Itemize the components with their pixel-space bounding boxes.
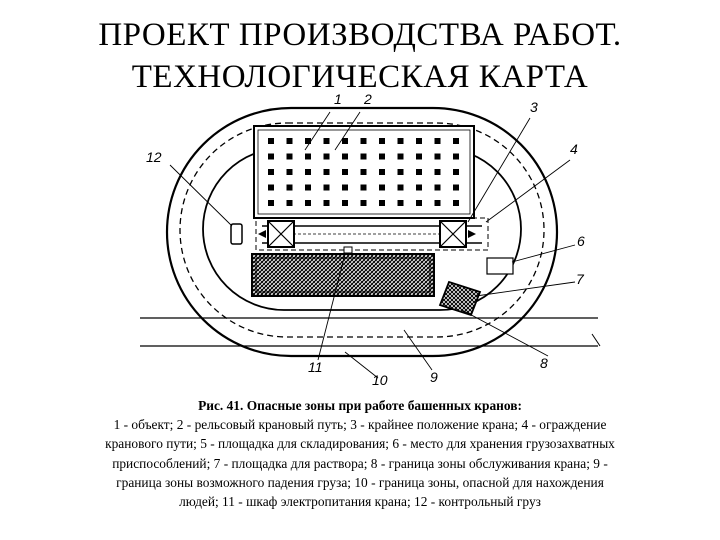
building-column — [305, 154, 311, 160]
building-column — [361, 169, 367, 175]
building-column — [287, 200, 293, 206]
building-column — [435, 154, 441, 160]
building-column — [435, 138, 441, 144]
caption-line-2: кранового пути; 5 - площадка для складирования; 6 - место для хранения грузозахватных — [105, 436, 615, 452]
caption-line-3: приспособлений; 7 - площадка для раствора; 8 - граница зоны обслуживания крана; 9 - — [112, 455, 608, 471]
building-column — [453, 200, 459, 206]
caption-heading: Рис. 41. Опасные зоны при работе башенных кранов: — [198, 398, 522, 413]
building-column — [435, 169, 441, 175]
building-column — [398, 154, 404, 160]
building-column — [398, 169, 404, 175]
title-line-2: ТЕХНОЛОГИЧЕСКАЯ КАРТА — [131, 59, 589, 95]
building-column — [324, 185, 330, 191]
label-11: 11 — [308, 359, 323, 375]
caption-line-1: 1 - объект; 2 - рельсовый крановый путь; 3 - крайнее положение крана; 4 - ограждение — [113, 417, 607, 433]
building-column — [268, 200, 274, 206]
building-column — [342, 154, 348, 160]
building-column — [305, 138, 311, 144]
building-column — [398, 185, 404, 191]
caption-line-5: людей; 11 - шкаф электропитания крана; 12 - контрольный груз — [179, 494, 541, 510]
label-1: 1 — [334, 91, 342, 107]
building-column — [324, 154, 330, 160]
building-column — [361, 185, 367, 191]
building-column — [453, 154, 459, 160]
building-column — [342, 185, 348, 191]
building-column — [435, 185, 441, 191]
building-column — [453, 185, 459, 191]
label-12: 12 — [146, 149, 162, 165]
building-column — [305, 185, 311, 191]
building-column — [342, 169, 348, 175]
building-column — [324, 200, 330, 206]
title-line-1: ПРОЕКТ ПРОИЗВОДСТВА РАБОТ. — [98, 17, 622, 53]
building-column — [416, 138, 422, 144]
building-column — [416, 169, 422, 175]
building-column — [287, 185, 293, 191]
building-column — [361, 138, 367, 144]
building-column — [416, 200, 422, 206]
label-8: 8 — [540, 355, 548, 371]
power-cabinet — [344, 247, 352, 253]
building-column — [416, 185, 422, 191]
building-column — [268, 138, 274, 144]
label-3: 3 — [530, 99, 538, 115]
building-column — [324, 138, 330, 144]
building-column — [324, 169, 330, 175]
building-column — [379, 138, 385, 144]
building-column — [287, 138, 293, 144]
building-column — [398, 138, 404, 144]
building-column — [305, 169, 311, 175]
road-axis-end — [592, 334, 600, 346]
building-column — [268, 185, 274, 191]
building-object — [254, 126, 474, 218]
building-column — [268, 169, 274, 175]
figure-caption — [30, 396, 690, 511]
slinging-gear-storage — [487, 258, 513, 274]
building-column — [416, 154, 422, 160]
building-column — [287, 154, 293, 160]
label-7: 7 — [576, 271, 584, 287]
label-4: 4 — [570, 141, 578, 157]
building-column — [361, 154, 367, 160]
building-column — [305, 200, 311, 206]
building-column — [268, 154, 274, 160]
building-column — [379, 169, 385, 175]
building-column — [435, 200, 441, 206]
building-column — [379, 154, 385, 160]
building-column — [379, 200, 385, 206]
label-9: 9 — [430, 369, 438, 385]
label-6: 6 — [577, 233, 585, 249]
control-load — [231, 224, 242, 244]
building-column — [342, 200, 348, 206]
label-10: 10 — [372, 372, 388, 388]
caption-line-4: граница зоны возможного падения груза; 10 - граница зоны, опасной для нахождения — [116, 474, 604, 490]
building-column — [379, 185, 385, 191]
building-column — [287, 169, 293, 175]
building-column — [453, 138, 459, 144]
building-column — [453, 169, 459, 175]
building-column — [342, 138, 348, 144]
building-column — [398, 200, 404, 206]
label-2: 2 — [364, 91, 372, 107]
building-column — [361, 200, 367, 206]
